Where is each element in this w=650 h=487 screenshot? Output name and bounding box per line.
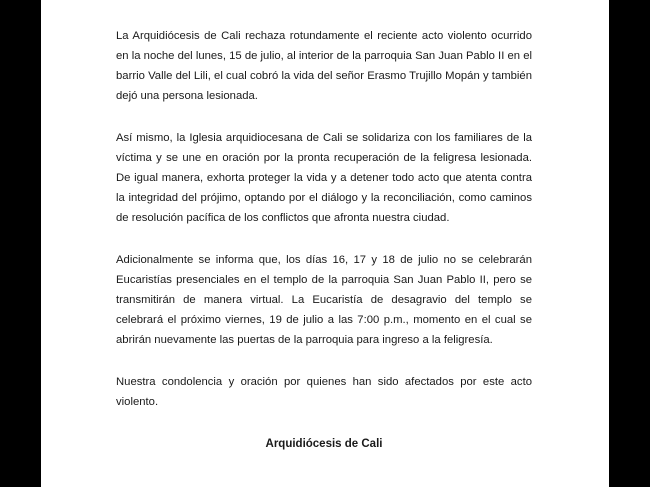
document-body bbox=[116, 26, 532, 454]
paragraph-announcement: Adicionalmente se informa que, los días 16, 17 y 18 de julio no se celebrarán Eucaristías presenciales en el templo de la parroquia San Juan Pablo II, pero se transmitirán de manera virtual. La Eucaristía de desagravio del templo se celebrará el próximo viernes, 19 de julio a las 7:00 p.m., momento en el cual se abrirán nuevamente las puertas de la parroquia para ingreso a la feligresía. bbox=[116, 254, 532, 346]
paragraph-solidarity: Así mismo, la Iglesia arquidiocesana de Cali se solidariza con los familiares de la víctima y se une en oración por la pronta recuperación de la feligresa lesionada. De igual manera, exhorta proteger la vida y a detener todo acto que atenta contra la integridad del prójimo, optando por el diálogo y la reconciliación, como caminos de resolución pacífica de los conflictos que afronta nuestra ciudad. bbox=[116, 132, 532, 224]
document-page bbox=[41, 0, 609, 487]
paragraph-condolence: Nuestra condolencia y oración por quienes han sido afectados por este acto violento. bbox=[116, 376, 532, 408]
signature: Arquidiócesis de Cali bbox=[265, 438, 383, 450]
paragraph-statement: La Arquidiócesis de Cali rechaza rotundamente el reciente acto violento ocurrido en la noche del lunes, 15 de julio, al interior de la parroquia San Juan Pablo II en el barrio Valle del Lili, el cual cobró la vida del señor Erasmo Trujillo Mopán y también dejó una persona lesionada. bbox=[116, 30, 532, 102]
